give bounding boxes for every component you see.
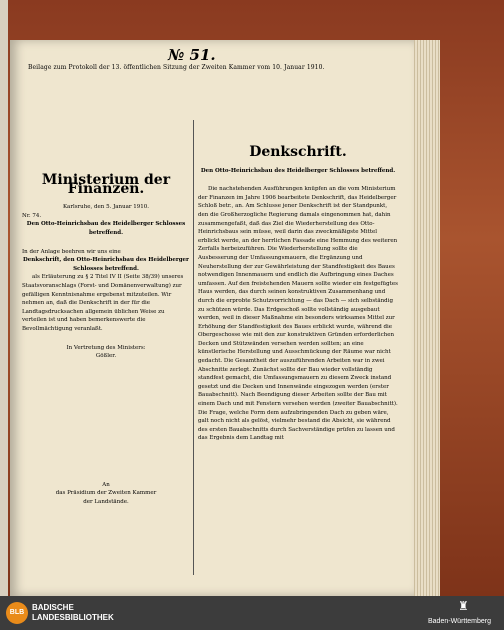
topic-line: Den Otto-Heinrichsbau des Heidelberger Schlosses betreffend. — [26, 221, 186, 236]
reference-number: Nr. 74. — [22, 212, 42, 219]
addressee-3: der Landstände. — [83, 498, 129, 505]
document-subtitle: Beilage zum Protokoll der 13. öffentlichen Sitzung der Zweiten Kammer vom 10. Januar 1910. — [28, 64, 325, 71]
signature-name: Gößler. — [95, 353, 117, 360]
addressee-2: das Präsidium der Zweiten Kammer — [55, 490, 157, 497]
denkschrift-subtitle: Den Otto-Heinrichsbau des Heidelberger Schlosses betreffend. — [200, 167, 396, 174]
region-name[interactable]: Baden-Württemberg — [428, 618, 492, 625]
crest-icon: ♜ — [458, 599, 469, 613]
library-name[interactable] — [32, 603, 114, 623]
page-edges — [412, 40, 440, 596]
ministry-title: Ministerium der Finanzen. — [41, 172, 171, 197]
page-strip — [0, 0, 8, 596]
place-date: Karlsruhe, den 5. Januar 1910. — [62, 204, 150, 211]
denkschrift-title: Denkschrift. — [249, 144, 347, 160]
intro-line: In der Anlage beehren wir uns eine — [22, 248, 121, 255]
left-body: als Erläuterung zu § 2 Titel IV II (Seite 38/39) unseres Staatsvoranschlags (Forst- und Domänenverwaltung) zur gefälligen Kenntnisnahme ergebenst mitzuteilen. Wir nehmen an, daß die Denkschrift in der für die Landtagsdrucksachen allgemein üblichen Weise zu verteilen ist und haben bemerkenswerte die Bevollmächtigung veranlaßt. — [22, 274, 184, 332]
library-name-line1: BADISCHE — [32, 603, 74, 612]
library-name-line2: LANDESBIBLIOTHEK — [32, 613, 114, 622]
document-number: № 51. — [168, 46, 216, 64]
left-column — [22, 130, 190, 506]
signature-line: In Vertretung des Ministers: — [66, 344, 146, 351]
addressee-1: An — [102, 481, 110, 488]
denkschrift-body: Die nachstehenden Ausführungen knüpfen an die vom Ministerium der Finanzen im Jahre 1906 bearbeitete Denkschrift, das Heidelberger Schloß betr., an. Am Schlusse jener Denkschrift ist der Standpunkt, den die Großherzogliche Regierung damals eingenommen hat, dahin zusammengefaßt, daß das Ziel die Wiederherstellung des Otto-Heinrichsbaus sein müsse, weil darin das zweckmäßigste Mittel erblickt werde, an der herrlichen Fassade eine Hemmung des weiteren Zerfalls herbeizuführen. Die Wiederherstellung sollte die Ausbesserung der Umfassungsmauern, die Ergänzung und Neuherstellung der zur Gewährleistung der Standfestigkeit des Baues notwendigen Innenmauern und endlich die Aufbringung eines Daches umfassen. Auf den freistehenden Mauern sollte wieder ein festgefügtes Haus werden, das durch seinen konstruktiven Zusammenhang und durch die erprobte Schutzvorrichtung — das Dach — sich selbständig zu schützen würde. Das Erdgeschoß sollte vollständig ausgebaut werden, weil in dieser Maßnahme ein besonders wirksames Mittel zur Erhöhung der Standfestigkeit des Baues erblickt wurde, während die Obergeschosse wie mit den zur konstruktiven Gründen erforderlichen Decken und Stützwänden versehen werden sollten; an eine künstlerische Herstellung und Ausschmückung der Räume war nicht gedacht. Die Gesamtheit der auszuführenden Arbeiten war in zwei Abschnitte zerlegt. Zunächst sollte der Bau wieder vollständig standfest gemacht, die Umfassungsmauern zu diesem Zweck instand gesetzt und die Decken und Innenwände eingezogen werden (erster Bauabschnitt). Nach Beendigung dieser Arbeiten sollte der Bau mit einem Dach und mit Fenstern versehen werden (zweiter Bauabschnitt). Die Frage, welche Form dem aufzubringenden Dach zu geben wäre, galt noch nicht als gelöst, vielmehr bestand die Absicht, sie während des ersten Bauabschnitts durch Sachverständige prüfen zu lassen und das Ergebnis dem Landtag mit — [198, 186, 398, 442]
right-column — [198, 140, 398, 443]
blb-logo[interactable]: BLB — [6, 602, 28, 624]
doc-title-line: Denkschrift, den Otto-Heinrichsbau des Heidelberger Schlosses betreffend. — [23, 257, 189, 272]
column-divider — [193, 120, 194, 575]
